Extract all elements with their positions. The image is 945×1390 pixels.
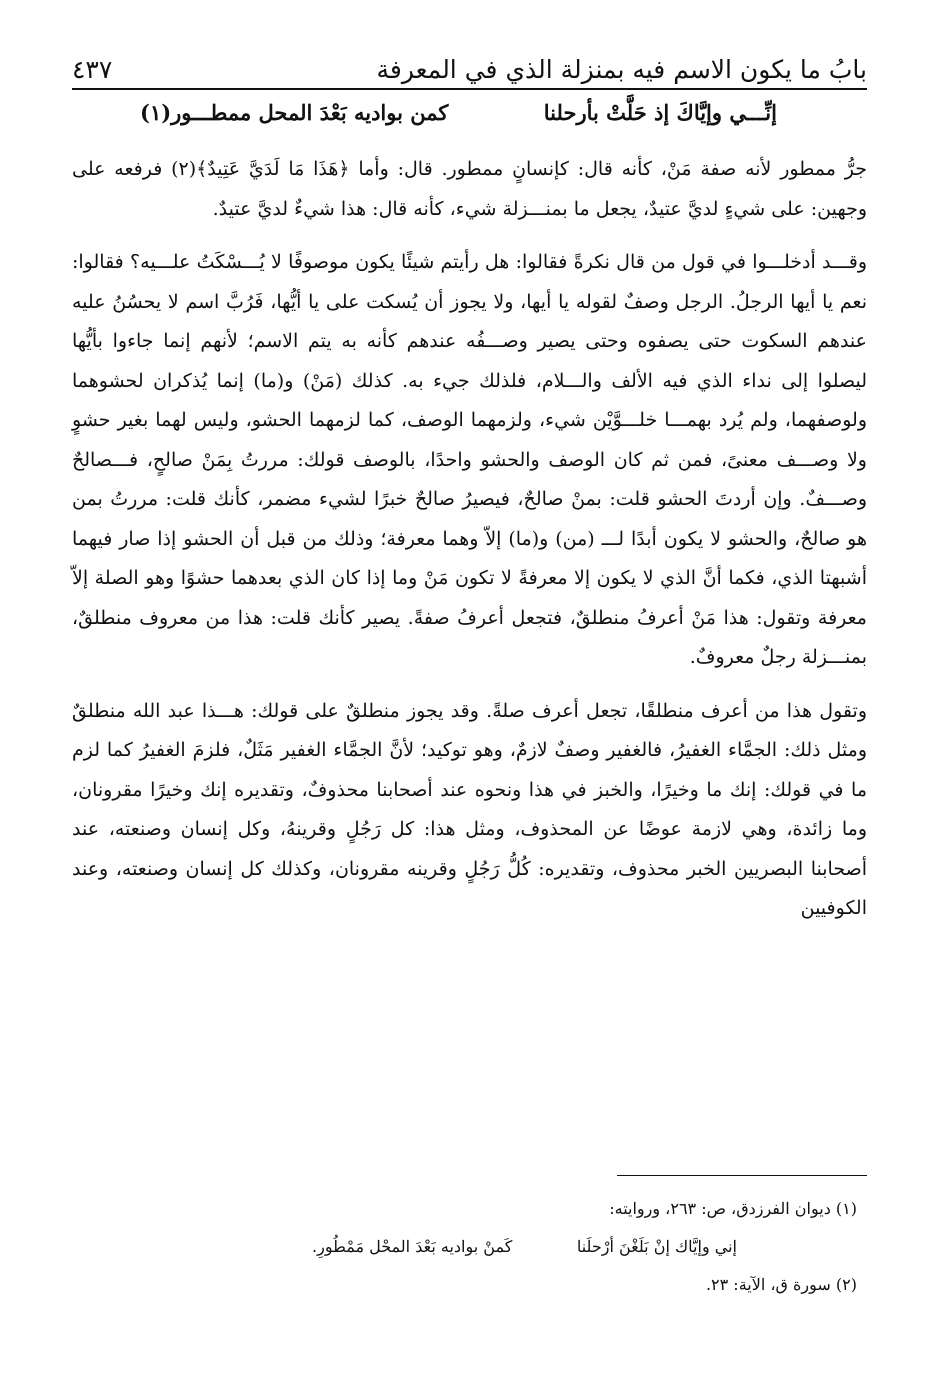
poetry-verse (140, 100, 777, 125)
footnote-divider (617, 1175, 867, 1176)
page-header (72, 38, 867, 90)
footnote-verse-first: إني وإيَّاك إنْ بَلَغْنَ أرْحلَنا (576, 1237, 737, 1256)
footnote-2: (٢) سورة ق، الآية: ٢٣. (705, 1275, 857, 1294)
paragraph: وقـــد أدخلـــوا في قول من قال نكرةً فقالوا: هل رأيتم شيئًا يكون موصوفًا لا يُـــسْكَتُ علـــيه؟ فقالوا: نعم يا أيها الرجلُ. الرجل وصفٌ لقوله يا أيها، ولا يجوز أن يُسكت على يا أيُّها، فَرُبَّ اسم لا يحسُنُ عليه عندهم السكوت حتى يصفوه وحتى يصير وصـــفُه عندهم كأنه به يتم الاسم؛ لأنهم إنما جاءوا بأيُّها ليصلوا إلى نداء الذي فيه الألف والـــلام، فلذلك جيء به. كذلك (مَنْ) و(ما) إنما يُذكران لحشوهما ولوصفهما، ولم يُرد بهمـــا خلـــوَّيْن شيء، ولزمهما الوصف، كما لزمهما الحشو، وليس لهما بغير حشوٍ ولا وصـــف معنىً، فمن ثم كان الوصف والحشو واحدًا، بالوصف قولك: مررتُ بِمَنْ صالحٍ، فـــصالحٌ وصـــفٌ. وإن أردتَ الحشو قلت: بمنْ صالحٌ، فيصيرُ صالحٌ خبرًا لشيء مضمر، كأنك قلت: مررتُ بمن هو صالحٌ، والحشو لا يكون أبدًا لـــ (من) و(ما) إلاّ وهما معرفة؛ وذلك من قبل أن الحشو إذا صار فيهما أشبهتا الذي، فكما أنَّ الذي لا يكون إلا معرفةً لا تكون مَنْ وما إذا كان الذي بعدهما حشوًا وهو الصلة إلاّ معرفة وتقول: هذا مَنْ أعرفُ منطلقٌ، فتجعل أعرفُ صفةً. يصير كأنك قلت: هذا من معروف منطلقٌ، بمنـــزلة رجلٌ معروفٌ. (72, 251, 867, 668)
footnote-verse-second: كَمنْ بواديه بَعْدَ المحْل مَمْطُورِ. (312, 1237, 513, 1256)
footnote-verse (72, 1228, 857, 1266)
footnotes (72, 1190, 857, 1304)
paragraph: وتقول هذا من أعرف منطلقًا، تجعل أعرف صلةً. وقد يجوز منطلقٌ على قولك: هـــذا عبد الله منطلقٌ ومثل ذلك: الجمَّاء الغفيرُ، فالغفير وصفٌ لازمٌ، وهو توكيد؛ لأنَّ الجمَّاء الغفير مَثَلٌ، فلزمَ الغفيرُ كما لزم ما في قولك: إنك ما وخيرًا، والخبز في هذا ونحوه عند أصحابنا محذوفٌ، وتقديره إنك وخيرًا مقرونان، وما زائدة، وهي لازمة عوضًا عن المحذوف، ومثل هذا: كل رَجُلٍ وقرينهُ، وكل إنسان وصنعته، عند أصحابنا البصريين الخبر محذوف، وتقديره: كُلُّ رَجُلٍ وقرينه مقرونان، وكذلك كل إنسان وصنعته، وعند الكوفيين (72, 699, 867, 919)
running-title: بابُ ما يكون الاسم فيه بمنزلة الذي في المعرفة (376, 55, 867, 84)
page-number: ٤٣٧ (72, 55, 113, 84)
footnote-1: (١) ديوان الفرزدق، ص: ٢٦٣، وروايته: (609, 1199, 857, 1218)
paragraph: جرُّ ممطور لأنه صفة مَنْ، كأنه قال: كإنسانٍ ممطور. قال: وأما ﴿هَذَا مَا لَدَيَّ عَتِيدٌ﴾(٢) فرفعه على وجهين: على شيءٍ لديَّ عتيدٌ، يجعل ما بمنـــزلة شيء، كأنه قال: هذا شيءٌ لديَّ عتيدٌ. (72, 158, 867, 220)
main-text (72, 150, 867, 929)
verse-hemistich-second: كمن بواديه بَعْدَ المحل ممطـــور(١) (140, 100, 449, 125)
verse-hemistich-first: إنِّـــي وإيَّاكَ إذ حَلَّتْ بأرحلنا (543, 100, 777, 125)
